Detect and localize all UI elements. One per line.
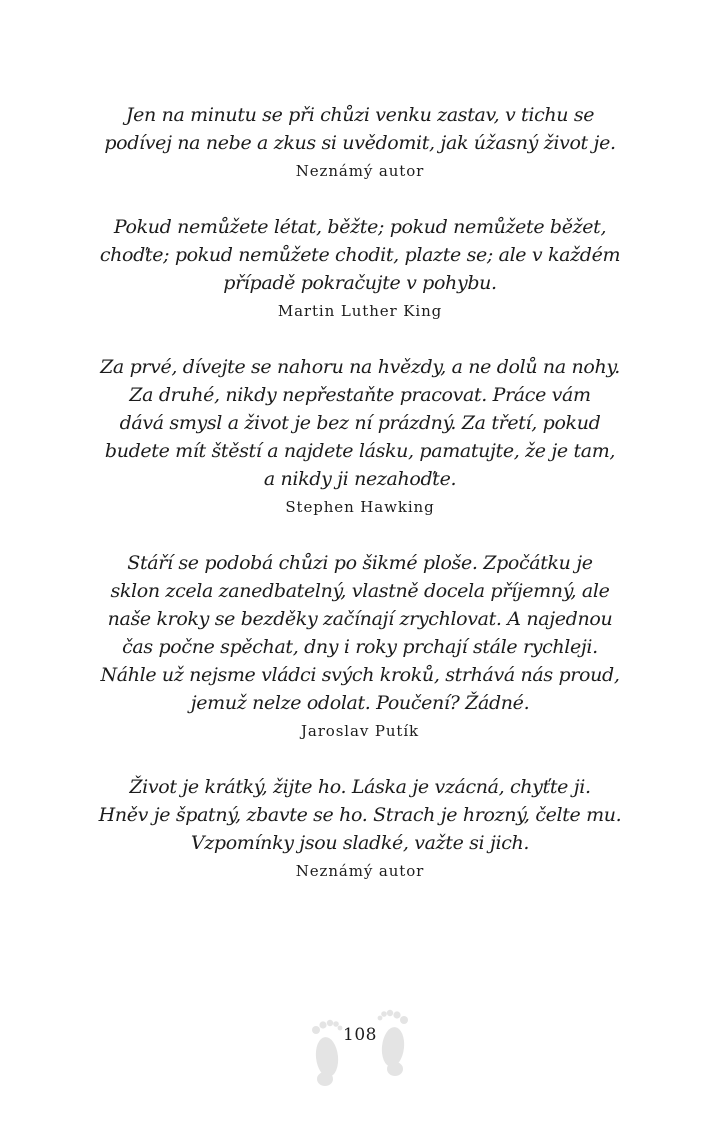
quote-line: a nikdy ji nezahoďte. <box>263 468 457 490</box>
quote-line: podívej na nebe a zkus si uvědomit, jak úžasný život je. <box>104 132 616 154</box>
quote-line: naše kroky se bezděky začínají zrychlovat. A najednou <box>107 608 613 630</box>
quote-line: Stáří se podobá chůzi po šikmé ploše. Zpočátku je <box>127 552 593 574</box>
quote-block <box>90 353 630 521</box>
quote-line: Život je krátký, žijte ho. Láska je vzácná, chyťte ji. <box>129 776 591 798</box>
quote-line: čas počne spěchat, dny i roky prchají stále rychleji. <box>122 636 598 658</box>
quote-line: budete mít štěstí a najdete lásku, pamatujte, že je tam, <box>104 440 616 462</box>
page-footer <box>300 1005 420 1090</box>
quote-author: Neznámý autor <box>295 162 425 180</box>
quote-line: Náhle už nejsme vládci svých kroků, strhává nás proud, <box>100 664 620 686</box>
quote-line: Vzpomínky jsou sladké, važte si jich. <box>190 832 530 854</box>
page-number: 108 <box>343 1025 377 1045</box>
quote-line: jemuž nelze odolat. Poučení? Žádné. <box>190 692 530 714</box>
quote-block <box>90 549 630 745</box>
quote-author: Stephen Hawking <box>285 498 435 516</box>
quote-line: případě pokračujte v pohybu. <box>223 272 497 294</box>
quote-line: dává smysl a život je bez ní prázdný. Za třetí, pokud <box>119 412 601 434</box>
quote-line: Pokud nemůžete létat, běžte; pokud nemůžete běžet, <box>113 216 607 238</box>
quote-line: sklon zcela zanedbatelný, vlastně docela příjemný, ale <box>110 580 610 602</box>
quote-line: Za prvé, dívejte se nahoru na hvězdy, a ne dolů na nohy. <box>100 356 620 378</box>
quote-author: Jaroslav Putík <box>300 722 420 740</box>
footprints-icon <box>300 1005 420 1090</box>
quote-line: Hněv je špatný, zbavte se ho. Strach je hrozný, čelte mu. <box>98 804 622 826</box>
quote-block <box>90 773 630 885</box>
quote-line: Za druhé, nikdy nepřestaňte pracovat. Práce vám <box>129 384 591 406</box>
quote-block <box>90 101 630 185</box>
quote-author: Martin Luther King <box>277 302 443 320</box>
quote-line: Jen na minutu se při chůzi venku zastav, v tichu se <box>125 104 595 126</box>
quote-block <box>90 213 630 325</box>
quote-author: Neznámý autor <box>295 862 425 880</box>
quote-line: choďte; pokud nemůžete chodit, plazte se; ale v každém <box>99 244 621 266</box>
